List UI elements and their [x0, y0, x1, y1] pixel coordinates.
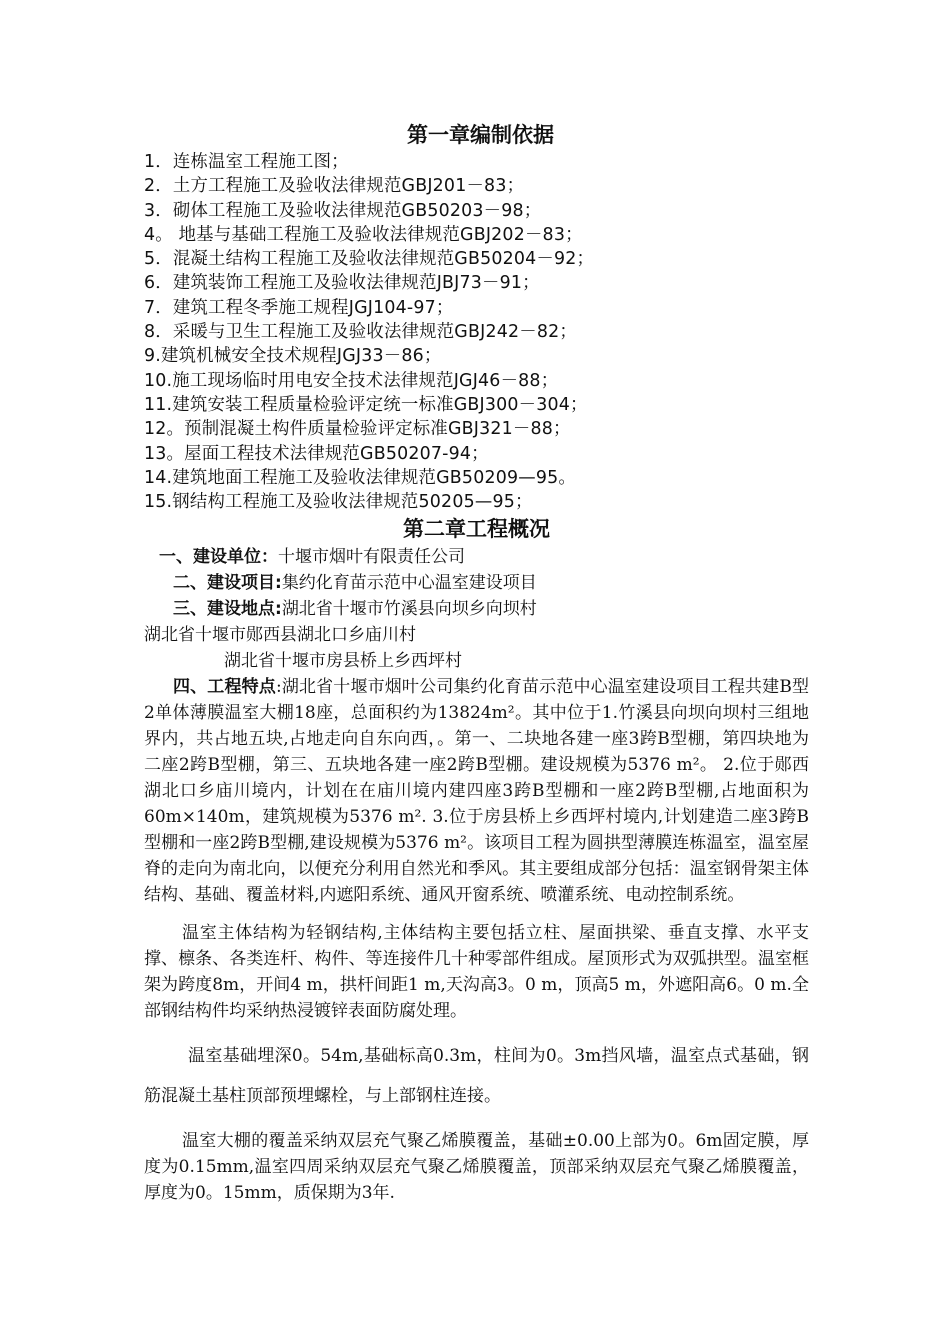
list-item: 3．砌体工程施工及验收法律规范GB50203－98； [144, 200, 542, 221]
chapter1-title: 第一章编制依据 [407, 123, 554, 147]
construction-project [144, 570, 809, 596]
construction-project-value: 集约化育苗示范中心温室建设项目 [281, 573, 537, 594]
list-item: 14.建筑地面工程施工及验收法律规范GB50209—95。 [144, 467, 576, 488]
list-item: 4。 地基与基础工程施工及验收法律规范GBJ202－83； [144, 224, 583, 245]
foundation-paragraph: 温室基础埋深0。54m,基础标高0.3m，柱间为0。3m挡风墙，温室点式基础，钢筋混凝土基柱顶部预埋螺栓，与上部钢柱连接。 [144, 1046, 809, 1107]
construction-location-line-2: 湖北省十堰市郧西县湖北口乡庙川村 [144, 625, 416, 646]
chapter2-title: 第二章工程概况 [403, 517, 550, 542]
construction-location [144, 596, 809, 622]
construction-unit-label: 一、建设单位： [159, 547, 278, 568]
list-item: 2．土方工程施工及验收法律规范GBJ201－83； [144, 176, 525, 197]
list-item: 12。预制混凝土构件质量检验评定标准GBJ321－88； [144, 419, 571, 440]
structure-paragraph: 温室主体结构为轻钢结构,主体结构主要包括立柱、屋面拱梁、垂直支撑、水平支撑、檩条、各类连杆、构件、等连接件几十种零部件组成。屋顶形式为双弧拱型。温室框架为跨度8m，开间4 m，拱杆间距1 m,天沟高3。0 m，顶高5 m，外遮阳高6。0 m.全部钢结构件均采纳热浸镀锌表面防腐处理。 [144, 923, 809, 1022]
reference-list [144, 150, 809, 514]
construction-unit-value: 十堰市烟叶有限责任公司 [278, 547, 465, 568]
list-item: 15.钢结构工程施工及验收法律规范50205—95； [144, 492, 533, 513]
construction-location-label: 三、建设地点: [173, 599, 282, 620]
project-features-paragraph [144, 674, 809, 908]
list-item: 10.施工现场临时用电安全技术法律规范JGJ46－88； [144, 370, 559, 391]
project-features-label: 四、工程特点 [173, 677, 276, 698]
list-item: 8．采暖与卫生工程施工及验收法律规范GBJ242－82； [144, 322, 577, 343]
construction-location-line-3: 湖北省十堰市房县桥上乡西坪村 [224, 651, 462, 672]
document-body [144, 120, 809, 1206]
construction-location-value-1: 湖北省十堰市竹溪县向坝乡向坝村 [281, 599, 537, 620]
list-item: 9.建筑机械安全技术规程JGJ33－86； [144, 346, 442, 367]
list-item: 6．建筑装饰工程施工及验收法律规范JBJ73－91； [144, 273, 540, 294]
list-item: 1．连栋温室工程施工图； [144, 152, 349, 172]
list-item: 13。屋面工程技术法律规范GB50207-94； [144, 443, 489, 464]
list-item: 11.建筑安装工程质量检验评定统一标准GBJ300－304； [144, 394, 588, 415]
construction-project-label: 二、建设项目: [173, 573, 282, 594]
project-features-text: :湖北省十堰市烟叶公司集约化育苗示范中心温室建设项目工程共建B型2单体薄膜温室大棚18座，总面积约为13824m²。其中位于1.竹溪县向坝向坝村三组地界内，共占地五块,占地走向自东向西，。第一、二块地各建一座3跨B型棚，第四块地为二座2跨B型棚，第三、五块地各建一座2跨B型棚。建设规模为5376 m²。 2.位于郧西湖北口乡庙川境内，计划在在庙川境内建四座3跨B型棚和一座2跨B型棚,占地面积为60m×140m，建筑规模为5376 m². 3.位于房县桥上乡西坪村境内,计划建造二座3跨B型棚和一座2跨B型棚,建设规模为5376 m²。该项目工程为圆拱型薄膜连栋温室，温室屋脊的走向为南北向，以便充分利用自然光和季风。其主要组成部分包括：温室钢骨架主体结构、基础、覆盖材料,内遮阳系统、通风开窗系统、喷灌系统、电动控制系统。 [144, 677, 809, 906]
cover-paragraph: 温室大棚的覆盖采纳双层充气聚乙烯膜覆盖，基础±0.00上部为0。6m固定膜，厚度为0.15mm,温室四周采纳双层充气聚乙烯膜覆盖，顶部采纳双层充气聚乙烯膜覆盖，厚度为0。15mm，质保期为3年. [144, 1131, 809, 1204]
construction-unit [144, 544, 809, 570]
list-item: 7．建筑工程冬季施工规程JGJ104-97； [144, 297, 454, 318]
list-item: 5．混凝土结构工程施工及验收法律规范GB50204－92； [144, 249, 595, 270]
